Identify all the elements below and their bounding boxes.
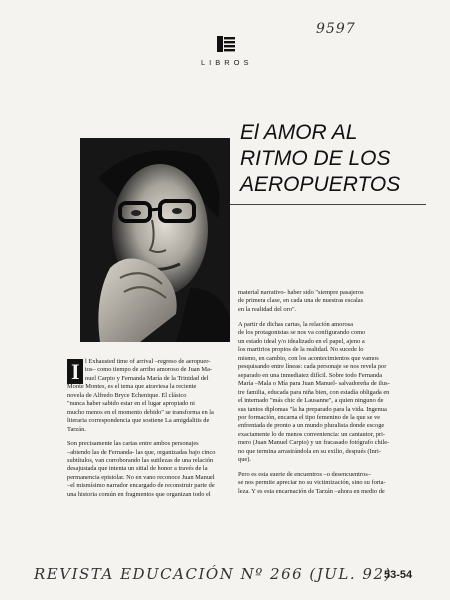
text-line: literaria correspondencia que sostiene La amigdalitis de: [67, 417, 210, 425]
text-line: se nos permite apreciar no su victimización, sino su forta-: [238, 479, 386, 487]
author-portrait-image: [80, 138, 230, 342]
text-line: enfrentada de pronto a un mundo pluralista donde escoge: [238, 422, 385, 430]
text-line: los martirios propios de la realidad. No sucede lo: [238, 346, 364, 354]
text-line: permanencia epistolar. No en vano reconoce Juan Manuel: [67, 473, 215, 481]
handwritten-source-note: REVISTA EDUCACIÓN Nº 266 (JUL. 92): [34, 565, 392, 583]
text-line: tre familia, educada para niña bien, con estadía obligada en: [238, 388, 390, 396]
text-line: leza. Y es esta encarnación de Tarzán –ahora en medio de: [238, 487, 385, 495]
text-line: l Exhausted time of arrival –regreso de aeropuer-: [85, 358, 211, 365]
text-line: Tarzán.: [67, 425, 86, 433]
drop-cap-letter: I: [71, 359, 80, 384]
text-line: tos– como tiempo de arribo amoroso de Juan Ma-: [85, 366, 213, 374]
text-line: una historia común en fragmentos que organizan todo el: [67, 490, 211, 498]
text-line: nuel Carpio y Fernanda María de la Trinidad del: [85, 374, 209, 382]
text-line: pesquisando entre líneas: cada personaje se nos revela por: [238, 363, 387, 371]
text-line: Pero es esta suerte de encuentros –o desencuentros–: [238, 470, 371, 478]
text-line: María –Mala o Mía para Juan Manuel- salvadoreña de ilus-: [238, 380, 390, 388]
text-line: "nunca haber sabido estar en el lugar apropiado ni: [67, 400, 195, 408]
text-line: sus tantos diplomas "la ha preparado para la vida. Ingenua: [238, 405, 387, 413]
left-column: [67, 358, 229, 499]
title-line: RITMO DE LOS: [240, 147, 391, 170]
text-line: por formación, encarna el tipo femenino de la que se ve: [238, 413, 381, 421]
author-photo: [80, 138, 230, 342]
article-title: [240, 120, 400, 198]
text-line: un estado ideal y/o idealizado en el papel, ajeno a: [238, 337, 365, 345]
text-line: A partir de dichas cartas, la relación amorosa: [238, 321, 353, 328]
title-rule: [230, 204, 426, 205]
book-logo-icon: [215, 36, 237, 52]
text-line: el internado "más chic de Lausanne", a quien ninguno de: [238, 397, 384, 405]
text-line: que).: [238, 456, 251, 464]
title-line: AEROPUERTOS: [240, 173, 401, 196]
text-line: de los protagonistas se nos va configurando como: [238, 329, 366, 337]
section-label: LIBROS: [201, 58, 253, 67]
text-line: subtítulos, van corroborando las sutilezas de una relación: [67, 456, 214, 464]
right-column: [238, 321, 424, 496]
text-line: exactamente lo de menos conveniencia: un cantautor, pri-: [238, 430, 386, 438]
text-line: –el mismísimo narrador encargado de reconstruir parte de: [67, 482, 215, 490]
text-line: no que termina arrastrándola en su exilio, después (Inri-: [238, 447, 381, 455]
text-line: desajustada que intenta un sitial de honor a través de la: [67, 465, 208, 473]
text-line: de primera clase, en cada una de nuestras escalas: [238, 297, 364, 305]
text-line: Son precisamente las cartas entre ambos personajes: [67, 440, 199, 448]
right-column-continuation: [238, 289, 424, 314]
title-line: El AMOR AL: [240, 121, 358, 144]
text-line: material narrativo- haber sido "siempre pasajeros: [238, 289, 364, 296]
handwritten-page-range: 53-54: [384, 569, 413, 581]
text-line: mucho menos en el momento debido" se transforma en la: [67, 408, 214, 416]
text-line: Monte Montes, es el tema que atraviesa la reciente: [67, 383, 197, 391]
text-line: separado en una inmediatez difícil. Sobre todo Fernanda: [238, 371, 383, 379]
text-line: mero (Juan Manuel Carpio) y un fracasado fotógrafo chile-: [238, 439, 390, 447]
text-line: –abiendo las de Fernanda- las que, organizadas bajo cinco: [67, 448, 216, 456]
text-line: en la realidad del oro".: [238, 305, 297, 313]
handwritten-archive-code: 9597: [316, 21, 356, 37]
text-line: novela de Alfredo Bryce Echenique. El clásico: [67, 391, 187, 399]
text-line: mismo, en cambio, con los acontecimientos que vamos: [238, 354, 379, 362]
